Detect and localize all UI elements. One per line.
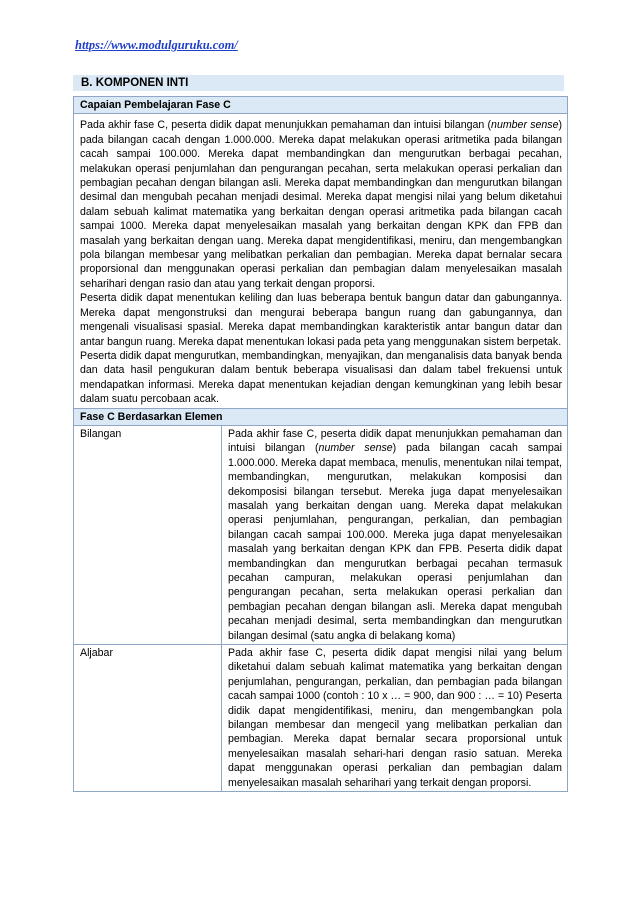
table-row [74,425,568,644]
table-row [74,645,568,792]
emphasis-text: number sense [491,119,559,132]
website-link[interactable]: https://www.modulguruku.com/ [75,38,238,52]
curriculum-table [73,96,568,792]
element-description-aljabar: Pada akhir fase C, peserta didik dapat mengisi nilai yang belum diketahui dalam sebuah kalimat matematika yang berkaitan dengan penjumlahan, pengurangan, perkalian, dan pembagian pada bilangan cacah sampai 1000 (contoh : 10 x … = 900, dan 900 : … = 10) Peserta didik dapat mengidentifikasi, meniru, dan mengembangkan pola bilangan membesar dan mengecil yang melibatkan perkalian dan pembagian. Mereka dapat bernalar secara proporsional untuk menyelesaikan masalah sehari-hari dengan rasio satuan. Mereka dapat menggunakan operasi perkalian dan pembagian dalam menyelesaikan masalah seharihari yang terkait dengan proporsi. [222,645,568,792]
emphasis-text: number sense [318,442,393,455]
element-description-bilangan: Pada akhir fase C, peserta didik dapat menunjukkan pemahaman dan intuisi bilangan (number sense) pada bilangan cacah sampai 1.000.000. Mereka dapat membaca, menulis, menentukan nilai tempat, membandingkan, mengurutkan, melakukan komposisi dan dekomposisi bilangan tersebut. Mereka juga dapat menyelesaikan masalah yang berkaitan dengan uang. Mereka dapat melakukan operasi penjumlahan, pengurangan, perkalian, dan pembagian bilangan cacah sampai 100.000. Mereka juga dapat menyelesaikan masalah yang berkaitan dengan KPK dan FPB. Peserta didik dapat membandingkan dan mengurutkan berbagai pecahan termasuk pecahan campuran, melakukan operasi penjumlahan dan pengurangan pecahan, serta melakukan operasi perkalian dan pembagian pecahan dengan bilangan asli. Mereka dapat mengubah pecahan menjadi desimal, serta membandingkan dan mengurutkan bilangan desimal (satu angka di belakang koma) [222,425,568,644]
element-label-aljabar: Aljabar [74,645,222,792]
element-label-bilangan: Bilangan [74,425,222,644]
fase-heading-row [74,408,568,425]
capaian-paragraph-2: Peserta didik dapat menentukan keliling dan luas beberapa bentuk bangun datar dan gabungannya. Mereka dapat mengonstruksi dan mengurai beberapa bangun ruang dan gabungannya, dan mengenali visualisasi spasial. Mereka dapat membandingkan karakteristik antar bangun datar dan antar bangun ruang. Mereka dapat menentukan lokasi pada peta yang menggunakan sistem berpetak. [80,292,563,348]
capaian-paragraph-1: Pada akhir fase C, peserta didik dapat menunjukkan pemahaman dan intuisi bilangan (number sense) pada bilangan cacah dengan 1.000.000. Mereka dapat melakukan operasi aritmetika pada bilangan cacah sampai 100.000. Mereka dapat membandingkan dan mengurutkan berbagai pecahan, melakukan operasi penjumlahan dan pengurangan pecahan, serta melakukan operasi perkalian dan pembagian pecahan dengan bilangan asli. Mereka dapat membandingkan dan mengurutkan bilangan desimal dan mengubah pecahan menjadi desimal. Mereka dapat mengisi nilai yang belum diketahui dalam sebuah kalimat matematika yang berkaitan dengan operasi aritmetika pada bilangan cacah sampai 1000. Mereka dapat menyelesaikan masalah yang berkaitan dengan KPK dan FPB dan masalah yang berkaitan dengan uang. Mereka dapat mengidentifikasi, meniru, dan mengembangkan pola bilangan membesar yang melibatkan perkalian dan pembagian. Mereka dapat bernalar secara proporsional dan menggunakan operasi perkalian dan pembagian dalam menyelesaikan masalah seharihari dengan rasio dan atau yang terkait dengan proporsi. [80,119,563,290]
capaian-paragraph-3: Peserta didik dapat mengurutkan, membandingkan, menyajikan, dan menganalisis data banyak benda dan data hasil pengukuran dalam bentuk beberapa visualisasi dan dalam tabel frekuensi untuk mendapatkan informasi. Mereka dapat menentukan kejadian dengan kemungkinan yang lebih besar dalam suatu percobaan acak. [80,349,563,406]
fase-heading: Fase C Berdasarkan Elemen [74,408,568,425]
capaian-body-row [74,114,568,408]
capaian-heading-row [74,97,568,114]
capaian-heading: Capaian Pembelajaran Fase C [74,97,568,114]
capaian-body [74,114,568,408]
section-title: B. KOMPONEN INTI [73,75,564,91]
